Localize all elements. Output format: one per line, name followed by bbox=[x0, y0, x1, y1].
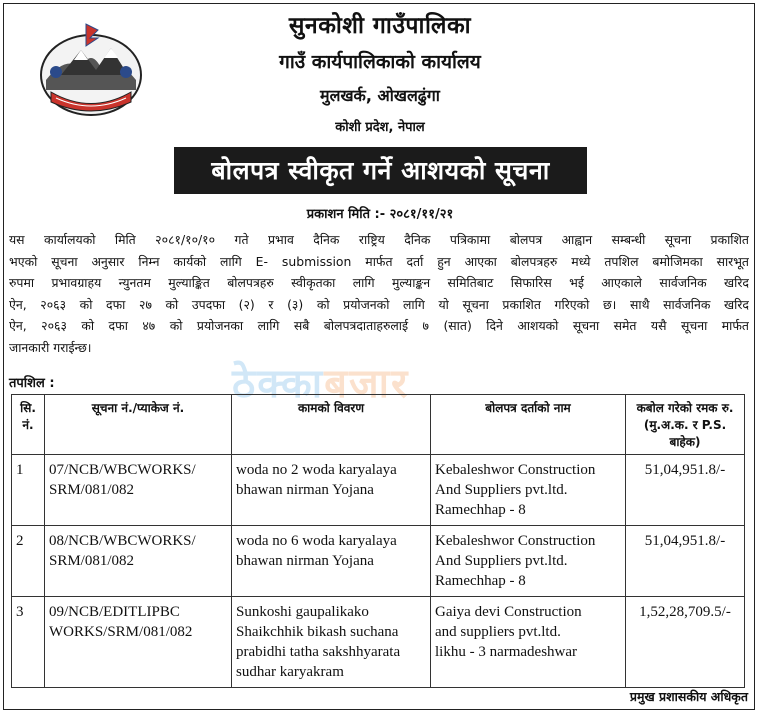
publish-date: प्रकाशन मिति :- २०८१/११/२१ bbox=[306, 207, 454, 222]
cell-bidder: Kebaleshwor Construction And Suppliers pvt.ltd. Ramechhap - 8 bbox=[431, 526, 626, 597]
cell-sn: 1 bbox=[12, 455, 45, 526]
cell-desc: Sunkoshi gaupalikako Shaikchhik bikash suchana prabidhi tatha sakshhyarata sudhar karyakram bbox=[232, 597, 431, 688]
signatory-title: प्रमुख प्रशासकीय अधिकृत bbox=[629, 689, 748, 704]
table-header-row bbox=[12, 395, 745, 455]
watermark-part1: ठेक्का bbox=[232, 361, 325, 407]
office-name: गाउँ कार्यपालिकाको कार्यालय bbox=[279, 51, 481, 73]
table-row bbox=[12, 455, 745, 526]
cell-ref: 09/NCB/EDITLIPBC WORKS/SRM/081/082 bbox=[45, 597, 232, 688]
cell-sn: 2 bbox=[12, 526, 45, 597]
notice-title-banner: बोलपत्र स्वीकृत गर्ने आशयको सूचना bbox=[174, 147, 587, 194]
table-row bbox=[12, 597, 745, 688]
cell-bidder: Gaiya devi Construction and suppliers pvt.ltd. likhu - 3 narmadeshwar bbox=[431, 597, 626, 688]
province-name: कोशी प्रदेश, नेपाल bbox=[335, 120, 425, 135]
header-sn: सि. नं. bbox=[12, 395, 45, 455]
cell-amount: 1,52,28,709.5/- bbox=[626, 597, 745, 688]
office-location: मुलखर्क, ओखलढुंगा bbox=[320, 86, 440, 105]
header-desc: कामको विवरण bbox=[232, 395, 431, 455]
body-line: यस कार्यालयको मिति २०८१/१०/१० गते प्रभाव दैनिक राष्ट्रिय दैनिक पत्रिकामा बोलपत्र आह्वान सम्बन्धी सूचना प्रकाशित bbox=[9, 232, 749, 247]
cell-amount: 51,04,951.8/- bbox=[626, 526, 745, 597]
header-amount: कबोल गरेको रमक रु. (मु.अ.क. र P.S. बाहेक) bbox=[626, 395, 745, 455]
cell-bidder: Kebaleshwor Construction And Suppliers pvt.ltd. Ramechhap - 8 bbox=[431, 455, 626, 526]
nepal-government-emblem-icon bbox=[36, 20, 146, 120]
bid-table bbox=[11, 394, 745, 688]
cell-ref: 08/NCB/WBCWORKS/ SRM/081/082 bbox=[45, 526, 232, 597]
body-line: रुपमा प्रभावग्राहय न्युनतम मुल्याङ्कित बोलपत्रहरु स्वीकृतका लागि मुल्याङ्कन समितिबाट सिफारिस भई आएकाले सार्वजनिक खरिद bbox=[9, 275, 749, 290]
header-bidder: बोलपत्र दर्ताको नाम bbox=[431, 395, 626, 455]
cell-desc: woda no 6 woda karyalaya bhawan nirman Yojana bbox=[232, 526, 431, 597]
body-line: भएको सूचना अनुसार निम्न कार्यको लागि E- submission मार्फत दर्ता हुन आएका बोलपत्रहरु मध्ये तपशिल बमोजिमका सारभूत bbox=[9, 253, 749, 269]
body-line: ऐन, २०६३ को दफा ४७ को प्रयोजनका लागि सबै बोलपत्रदाताहरुलाई ७ (सात) दिने आशयको सूचना समेत यसै सूचना मार्फत bbox=[9, 318, 749, 333]
cell-ref: 07/NCB/WBCWORKS/ SRM/081/082 bbox=[45, 455, 232, 526]
header-ref: सूचना नं./प्याकेज नं. bbox=[45, 395, 232, 455]
notice-body bbox=[9, 229, 749, 358]
municipality-name: सुनकोशी गाउँपालिका bbox=[288, 13, 472, 39]
body-line: ऐन, २०६३ को दफा २७ को उपदफा (२) र (३) को प्रयोजनको लागि यो सूचना प्रकाशित गरिएको छ। साथै सार्वजनिक खरिद bbox=[9, 296, 749, 312]
table-row bbox=[12, 526, 745, 597]
cell-desc: woda no 2 woda karyalaya bhawan nirman Yojana bbox=[232, 455, 431, 526]
cell-sn: 3 bbox=[12, 597, 45, 688]
cell-amount: 51,04,951.8/- bbox=[626, 455, 745, 526]
table-label: तपशिल : bbox=[9, 376, 55, 391]
watermark-part2: बजार bbox=[324, 361, 410, 407]
body-line: जानकारी गराईन्छ। bbox=[9, 339, 92, 355]
